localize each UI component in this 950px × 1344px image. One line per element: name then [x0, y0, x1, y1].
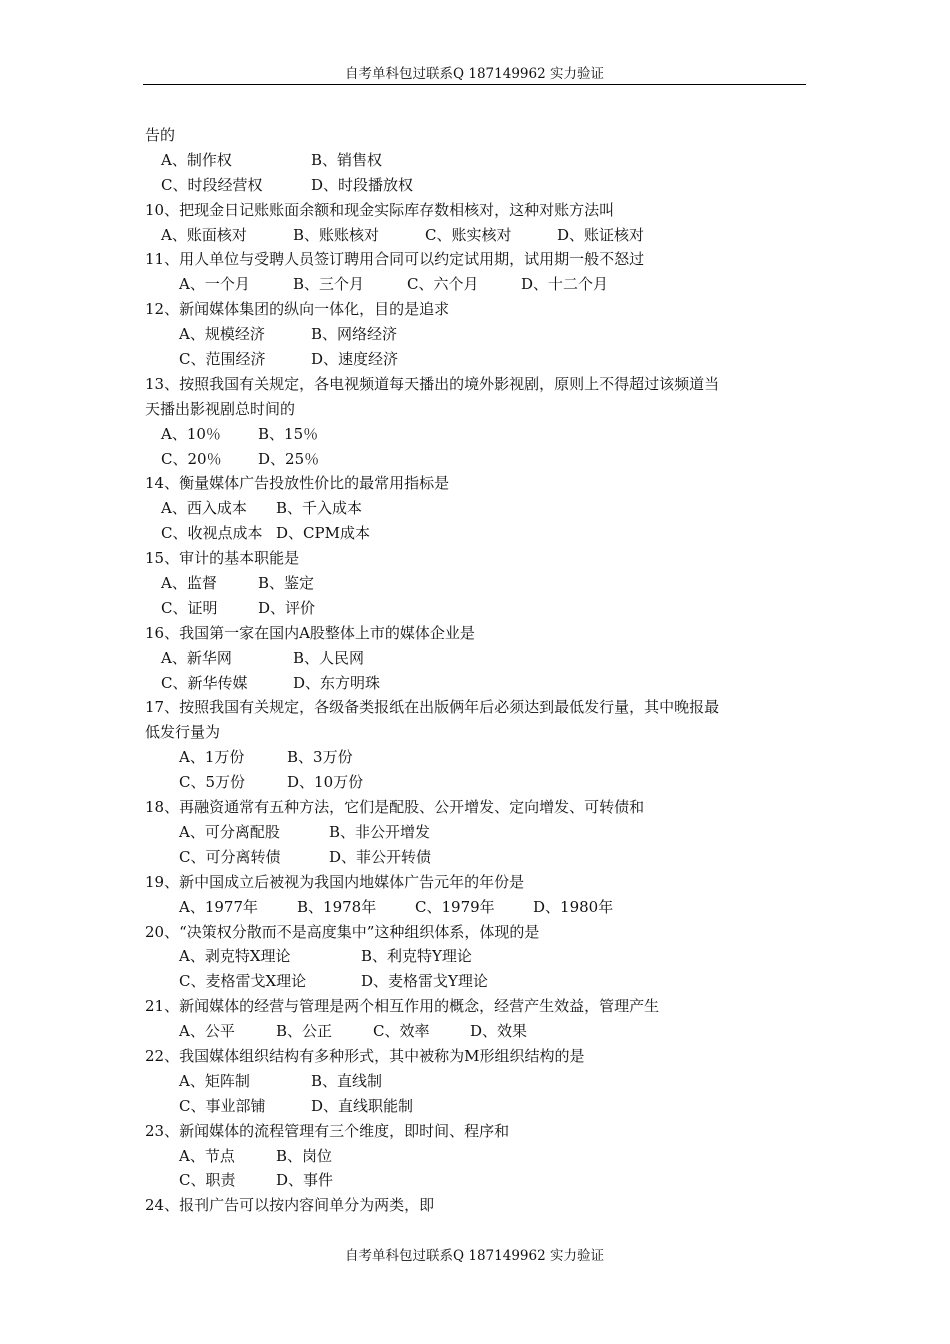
page-footer: 自考单科包过联系Q 187149962 实力验证 — [345, 1248, 604, 1264]
options-line — [145, 1168, 810, 1193]
question-line: 天播出影视剧总时间的 — [145, 399, 296, 418]
answer-option: C、20％ — [161, 449, 222, 468]
answer-option: B、非公开增发 — [329, 822, 431, 841]
answer-option: A、1万份 — [179, 748, 245, 767]
options-line — [145, 646, 810, 671]
question-line: 14、衡量媒体广告投放性价比的最常用指标是 — [145, 474, 450, 493]
options-line — [145, 1144, 810, 1169]
answer-option: D、时段播放权 — [311, 175, 414, 194]
options-line — [145, 770, 810, 795]
question-line: 低发行量为 — [145, 723, 221, 742]
answer-option: C、新华传媒 — [161, 673, 248, 692]
answer-option: D、菲公开转债 — [329, 847, 432, 866]
answer-option: C、账实核对 — [425, 225, 512, 244]
options-line — [145, 571, 810, 596]
answer-option: C、麦格雷戈X理论 — [179, 972, 307, 991]
answer-option: A、矩阵制 — [179, 1071, 250, 1090]
options-line — [145, 496, 810, 521]
answer-option: B、千入成本 — [276, 499, 363, 518]
answer-option: C、5万份 — [179, 773, 246, 792]
answer-option: D、CPM成本 — [276, 524, 370, 543]
answer-option: B、销售权 — [311, 150, 383, 169]
question-line: 23、新闻媒体的流程管理有三个维度，即时间、程序和 — [145, 1121, 510, 1140]
answer-option: D、麦格雷戈Y理论 — [361, 972, 488, 991]
question-line: 10、把现金日记账账面余额和现金实际库存数相核对，这种对账方法叫 — [145, 200, 615, 219]
question-line: 24、报刊广告可以按内容间单分为两类，即 — [145, 1196, 435, 1215]
answer-option: B、岗位 — [276, 1146, 333, 1165]
options-line — [145, 596, 810, 621]
answer-option: D、账证核对 — [557, 225, 645, 244]
answer-option: C、事业部铺 — [179, 1096, 266, 1115]
answer-option: B、网络经济 — [311, 325, 398, 344]
options-line — [145, 173, 810, 198]
answer-option: D、25％ — [258, 449, 320, 468]
question-line: 15、审计的基本职能是 — [145, 549, 300, 568]
question-line: 17、按照我国有关规定，各级备类报纸在出版俩年后必须达到最低发行量，其中晚报最 — [145, 698, 720, 717]
answer-option: D、直线职能制 — [311, 1096, 414, 1115]
options-line — [145, 1019, 810, 1044]
answer-option: B、人民网 — [293, 648, 365, 667]
question-line: 12、新闻媒体集团的纵向一体化，目的是追求 — [145, 300, 450, 319]
answer-option: C、六个月 — [407, 275, 479, 294]
options-line — [145, 1069, 810, 1094]
answer-option: B、直线制 — [311, 1071, 383, 1090]
question-line: 19、新中国成立后被视为我国内地媒体广告元年的年份是 — [145, 872, 525, 891]
answer-option: A、规模经济 — [179, 325, 265, 344]
answer-option: B、3万份 — [287, 748, 353, 767]
options-line — [145, 347, 810, 372]
answer-option: A、剥克特X理论 — [179, 947, 291, 966]
options-line — [145, 969, 810, 994]
header-rule — [143, 84, 806, 85]
answer-option: B、鉴定 — [258, 574, 315, 593]
answer-option: C、证明 — [161, 598, 218, 617]
answer-option: C、范围经济 — [179, 350, 266, 369]
question-line: 11、用人单位与受聘人员签订聘用合同可以约定试用期，试用期一般不怒过 — [145, 250, 645, 269]
options-line — [145, 148, 810, 173]
options-line — [145, 944, 810, 969]
options-line — [145, 895, 810, 920]
answer-option: C、职责 — [179, 1171, 236, 1190]
answer-option: C、1979年 — [415, 897, 495, 916]
answer-option: A、监督 — [161, 574, 217, 593]
answer-option: D、10万份 — [287, 773, 364, 792]
answer-option: D、事件 — [276, 1171, 334, 1190]
answer-option: D、速度经济 — [311, 350, 399, 369]
answer-option: A、可分离配股 — [179, 822, 280, 841]
answer-option: D、东方明珠 — [293, 673, 381, 692]
options-line — [145, 745, 810, 770]
options-line — [145, 671, 810, 696]
exam-content — [145, 123, 810, 1218]
answer-option: D、效果 — [470, 1022, 528, 1041]
answer-option: B、账账核对 — [293, 225, 380, 244]
answer-option: A、新华网 — [161, 648, 232, 667]
answer-option: A、节点 — [179, 1146, 235, 1165]
options-line — [145, 820, 810, 845]
answer-option: A、1977年 — [179, 897, 259, 916]
answer-option: C、可分离转债 — [179, 847, 281, 866]
answer-option: A、一个月 — [179, 275, 250, 294]
answer-option: B、公正 — [276, 1022, 333, 1041]
page-header: 自考单科包过联系Q 187149962 实力验证 — [345, 66, 604, 82]
answer-option: A、账面核对 — [161, 225, 247, 244]
options-line — [145, 447, 810, 472]
answer-option: D、1980年 — [533, 897, 614, 916]
answer-option: B、三个月 — [293, 275, 365, 294]
answer-option: A、制作权 — [161, 150, 232, 169]
options-line — [145, 845, 810, 870]
answer-option: D、十二个月 — [521, 275, 609, 294]
answer-option: B、利克特Y理论 — [361, 947, 472, 966]
answer-option: A、西入成本 — [161, 499, 247, 518]
options-line — [145, 521, 810, 546]
answer-option: A、10％ — [161, 424, 221, 443]
question-line: 13、按照我国有关规定，各电视频道每天播出的境外影视剧，原则上不得超过该频道当 — [145, 374, 720, 393]
answer-option: B、15％ — [258, 424, 319, 443]
options-line — [145, 272, 810, 297]
question-line: 16、我国第一家在国内A股整体上市的媒体企业是 — [145, 623, 475, 642]
question-line: 22、我国媒体组织结构有多种形式，其中被称为M形组织结构的是 — [145, 1046, 585, 1065]
question-line: 告的 — [145, 126, 176, 144]
answer-option: C、时段经营权 — [161, 175, 263, 194]
answer-option: A、公平 — [179, 1022, 235, 1041]
question-line: 20、“决策权分散而不是高度集中”这种组织体系，体现的是 — [145, 922, 540, 941]
options-line — [145, 422, 810, 447]
answer-option: D、评价 — [258, 598, 316, 617]
answer-option: C、效率 — [373, 1022, 430, 1041]
question-line: 18、再融资通常有五种方法，它们是配股、公开增发、定向增发、可转债和 — [145, 798, 645, 817]
answer-option: B、1978年 — [297, 897, 377, 916]
options-line — [145, 1094, 810, 1119]
answer-option: C、收视点成本 — [161, 524, 263, 543]
options-line — [145, 223, 810, 248]
question-line: 21、新闻媒体的经营与管理是两个相互作用的概念，经营产生效益，管理产生 — [145, 997, 660, 1016]
options-line — [145, 322, 810, 347]
